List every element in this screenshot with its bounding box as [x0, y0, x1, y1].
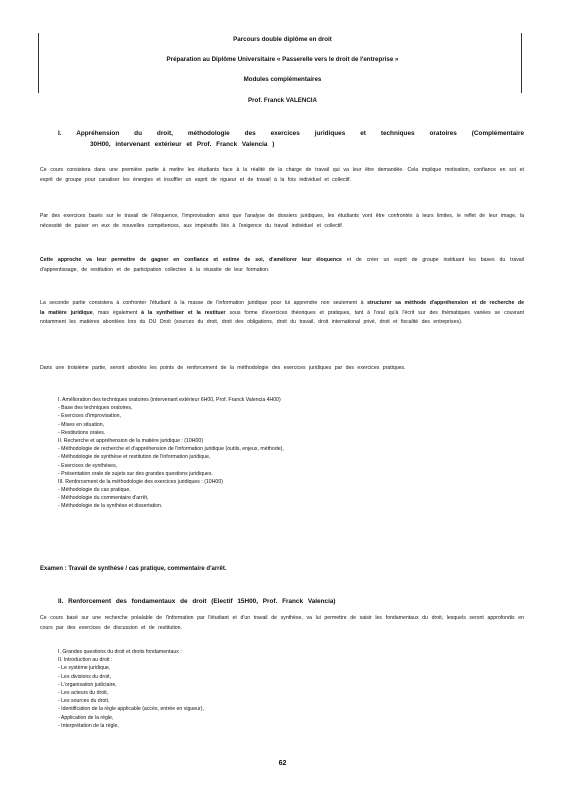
list-item: - Le système juridique,: [58, 665, 111, 672]
list-item: - Présentation orale de sujets sur des grandes questions juridiques.: [58, 470, 213, 477]
list-item: - Exercices de synthèses,: [58, 462, 118, 469]
section1-paragraph-3-rest: et de créer un esprit de groupe instituant les bases du travail d'apprentissage, de restitution et de participation collective à la réussite de leur formation.: [40, 257, 524, 273]
list-item: - Restitutions orales.: [58, 429, 106, 436]
list-item: - Mises en situation,: [58, 421, 105, 428]
section1-paragraph-3-bold: Cette approche va leur permettre de gagner en confiance et estime de soi, d'améliorer leur éloquence: [40, 257, 342, 263]
list-item: - Application de la règle,: [58, 714, 114, 721]
section2-paragraph-1: Ce cours basé sur une recherche préalable de l'information par l'étudiant et d'un travail de synthèse, va lui permettre de saisir les fondamentaux du droit, lesquels seront approfondis en cours par des exercices de discussion et de restitution.: [40, 615, 524, 631]
section1-paragraph-4-intro: La seconde partie consistera à confronter l'étudiant à la masse de l'information juridique pour lui apprendre non seulement à: [40, 300, 364, 306]
list-item: - Les acteurs du droit,: [58, 689, 109, 696]
section1-paragraph-4-bold-2: à la synthétiser et la restituer: [141, 309, 226, 316]
section1-paragraph-1: Ce cours consistera dans une première partie à mettre les étudiants face à la réalité de la charge de travail qui va leur être demandée. Cela implique motivation, confiance en soi et esprit de groupe pour canaliser les énergies et insuffler un esprit de rigueur et de travail à la fois individuel et collectif.: [40, 167, 524, 183]
section1-paragraph-3: [40, 256, 524, 275]
list-item: II. Introduction au droit :: [58, 657, 113, 664]
list-item: - Exercices d'improvisation,: [58, 413, 121, 420]
list-item: I. Amélioration des techniques oratoires (intervenant extérieur 6H00, Prof. Franck Valencia 4H00): [58, 397, 281, 403]
list-item: - Méthodologie de synthèse et restitution de l'information juridique,: [58, 454, 211, 461]
list-item: - Les sources du droit,: [58, 698, 110, 705]
section1-paragraph-4-bold-1: structurer sa méthode d'appréhension et de recherche de la matière juridique: [40, 300, 524, 316]
section2-outline-list: [58, 648, 204, 730]
section1-paragraph-4: [40, 299, 524, 328]
section1-paragraph-5: Dans une troisième partie, seront abordés les points de renforcement de la méthodologie des exercices juridiques par des exercices pratiques.: [40, 365, 406, 371]
list-item: - Identification de la règle applicable (accès, entrée en vigueur),: [58, 706, 204, 713]
section1-paragraph-2: Par des exercices basés sur le travail de l'éloquence, l'improvisation ainsi que l'analyse de dossiers juridiques, les étudiants vont être confrontés à leurs limites, le reflet de leur image, la nécessité de puiser en eux de nouvelles compétences, aux impératifs liés à l'exigence du travail individuel et collectif.: [40, 213, 524, 229]
list-item: I. Grandes questions du droit et droits fondamentaux :: [58, 649, 182, 655]
list-item: - Base des techniques oratoires,: [58, 405, 133, 412]
list-item: II. Recherche et appréhension de la matière juridique : (10H00): [58, 437, 204, 444]
section1-exam-line: Examen : Travail de synthèse / cas pratique, commentaire d'arrêt.: [40, 566, 227, 572]
list-item: - Interprétation de la règle,: [58, 722, 119, 729]
list-item: - L'organisation judiciaire,: [58, 681, 117, 688]
list-item: - Méthodologie du commentaire d'arrêt,: [58, 495, 149, 502]
section1-paragraph-4-rest: sous forme d'exercices théoriques et pratiques, tant à l'oral qu'à l'écrit sur des thématiques variées se couvrant notamment les matières abordées lors du DU Droit (sources du droit, droit des obligations, droit du travail, droit international privé, droit et fiscalité des entreprises).: [40, 309, 524, 326]
list-item: - Méthodologie du cas pratique,: [58, 487, 131, 494]
header-line-modules: Modules complémentaires: [243, 76, 322, 83]
header-line-diploma: Préparation au Diplôme Universitaire « Passerelle vers le droit de l'entreprise »: [166, 56, 399, 63]
page-number: 62: [278, 760, 287, 767]
header-line-program: Parcours double diplôme en droit: [233, 36, 332, 43]
section1-title-line1: I. Appréhension du droit, méthodologie des exercices juridiques et techniques oratoires (Complémentaire: [58, 130, 524, 137]
list-item: - Méthodologie de recherche et d'appréhension de l'information juridique (outils, enjeux, méthode),: [58, 446, 284, 453]
section1-outline-list: [58, 396, 284, 511]
list-item: III. Renforcement de la méthodologie des exercices juridiques : (10H00): [58, 478, 223, 485]
list-item: - Méthodologie de la synthèse et dissertation.: [58, 503, 163, 510]
list-item: - Les divisions du droit,: [58, 673, 112, 680]
section2-title: II. Renforcement des fondamentaux de droit (Electif 15H00, Prof. Franck Valencia): [58, 598, 336, 605]
section1-title-line2: 30H00, intervenant extérieur et Prof. Franck Valencia ): [90, 141, 275, 148]
section1-paragraph-4-mid: , mais également: [92, 309, 138, 316]
header-line-professor: Prof. Franck VALENCIA: [248, 97, 317, 104]
